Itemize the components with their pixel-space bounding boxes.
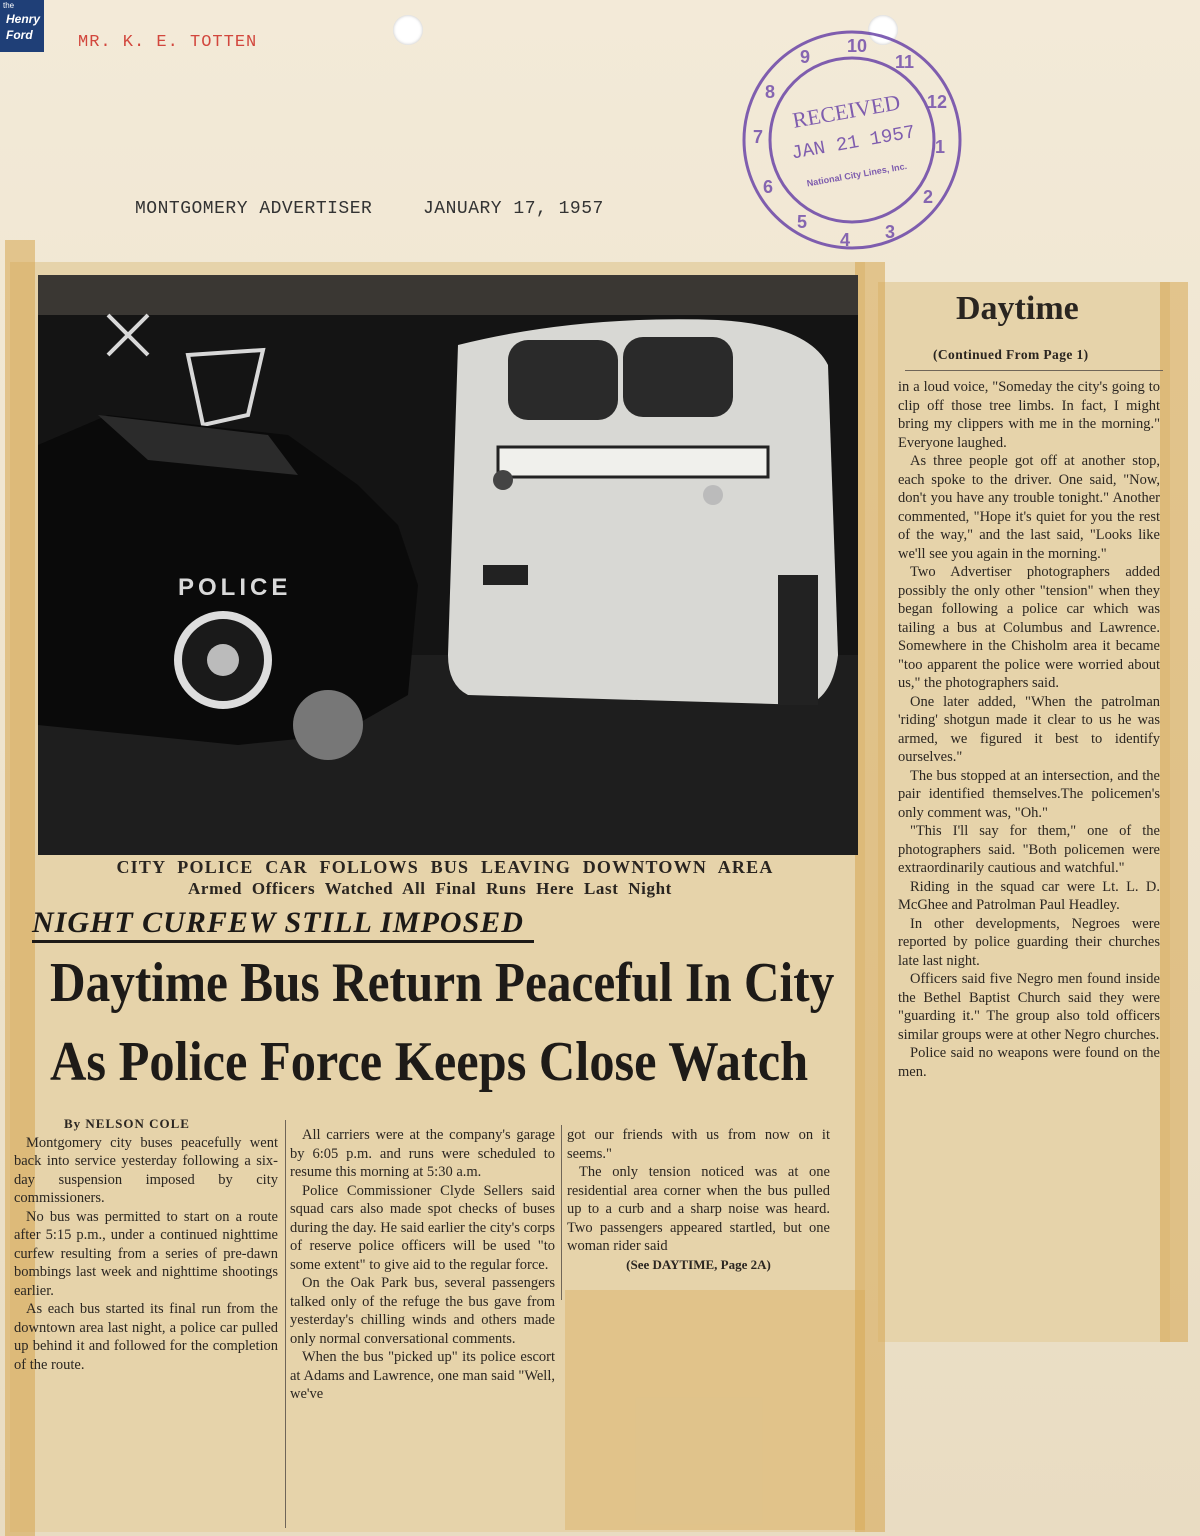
svg-text:4: 4: [840, 230, 851, 250]
continuation-sub: (Continued From Page 1): [933, 347, 1089, 362]
photo-police-label: POLICE: [178, 574, 292, 601]
article-column-1: [14, 1115, 278, 1374]
continued-jump-line: (See DAYTIME, Page 2A): [626, 1256, 771, 1272]
svg-text:6: 6: [763, 177, 774, 197]
article-paragraph: The only tension noticed was at one residential area corner when the bus pulled up to a curb and a sharp noise was heard. Two passengers appeared startled, but one woman rider said: [567, 1164, 830, 1254]
article-paragraph: Montgomery city buses peacefully went back into service yesterday following a six-day suspension imposed by city commissioners.: [14, 1134, 278, 1206]
continuation-column: [898, 378, 1160, 1081]
headline-line-1: Daytime Bus Return Peaceful In City: [50, 952, 835, 1014]
continuation-paragraph: Two Advertiser photographers added possibly the only other "tension" when they began following a police car which was tailing a bus at Columbus and Lawrence. Somewhere in the Chisholm area it became "too apparent the police were worried about us," the photographers said.: [898, 564, 1160, 691]
continuation-head: Daytime: [956, 290, 1079, 327]
stamp-received-text: RECEIVED: [790, 89, 902, 133]
continuation-paragraph: Riding in the squad car were Lt. L. D. McGhee and Patrolman Paul Headley.: [898, 878, 1160, 913]
svg-text:10: 10: [847, 36, 868, 56]
continuation-paragraph: in a loud voice, "Someday the city's going to clip off those tree limbs. In fact, I might bring my clippers with me in the morning." Everyone laughed.: [898, 379, 1160, 451]
source-publication: MONTGOMERY ADVERTISER: [135, 199, 373, 219]
svg-text:2: 2: [923, 187, 934, 207]
continuation-paragraph: "This I'll say for them," one of the photographers said. "Both policemen were extraordinarily cautious and watchful.": [898, 823, 1160, 876]
column-rule: [285, 1120, 286, 1528]
svg-text:5: 5: [797, 212, 808, 232]
article-paragraph: Police Commissioner Clyde Sellers said squad cars also made spot checks of buses during the day. He said earlier the city's corps of reserve police officers will be used "to some extent" to give aid to the regular force.: [290, 1182, 555, 1273]
head-rule: [905, 370, 1163, 371]
logo-text-henry: Henry: [6, 12, 41, 26]
article-paragraph: All carriers were at the company's garage by 6:05 p.m. and runs were scheduled to resume this morning at 5:30 a.m.: [290, 1127, 555, 1180]
article-paragraph: On the Oak Park bus, several passengers talked only of the refuge the bus gave from yesterday's chilling winds and others made only normal conversational comments.: [290, 1275, 555, 1347]
article-column-2: [290, 1126, 555, 1404]
svg-text:3: 3: [885, 222, 896, 242]
svg-text:8: 8: [765, 82, 776, 102]
stamp-date-text: JAN 21 1957: [789, 121, 917, 165]
byline: By NELSON COLE: [64, 1116, 190, 1131]
continuation-paragraph: As three people got off at another stop, each spoke to the driver. One said, "Now, don't you have any trouble tonight." Another commented, "Hope it's quiet for you the rest of the way," and the last said, "Looks like we'll see you again in the morning.": [898, 453, 1160, 562]
tape-strip: [565, 1290, 865, 1530]
continuation-paragraph: Officers said five Negro men found inside the Bethel Baptist Church said they were "guarding it." The group also told officers similar groups were at other Negro churches.: [898, 971, 1160, 1043]
photo-caption-title: CITY POLICE CAR FOLLOWS BUS LEAVING DOWNTOWN AREA: [116, 857, 774, 877]
stamp-company-text: National City Lines, Inc.: [805, 160, 908, 189]
logo-text-ford: Ford: [6, 28, 33, 42]
article-paragraph: As each bus started its final run from the downtown area last night, a police car pulled up behind it and followed for the completion of the route.: [14, 1301, 278, 1373]
tape-strip: [1160, 282, 1188, 1342]
headline-line-2: As Police Force Keeps Close Watch: [50, 1031, 809, 1093]
continuation-paragraph: In other developments, Negroes were reported by police guarding their churches late last night.: [898, 915, 1160, 969]
punch-hole: [393, 15, 423, 45]
photo-caption-subtitle: Armed Officers Watched All Final Runs Here Last Night: [188, 879, 672, 898]
received-stamp: [735, 28, 970, 253]
svg-text:7: 7: [753, 127, 764, 147]
continuation-paragraph: The bus stopped at an intersection, and the pair identified themselves.The policemen's only comment was, "Oh.": [898, 767, 1160, 821]
continuation-paragraph: One later added, "When the patrolman 'riding' shotgun made it clear to us he was armed, we figured it best to identify ourselves.": [898, 693, 1160, 765]
henry-ford-logo: [0, 0, 44, 52]
article-column-3: [567, 1126, 830, 1274]
column-rule: [561, 1125, 562, 1300]
addressee-label: MR. K. E. TOTTEN: [78, 33, 258, 52]
article-paragraph: got our friends with us from now on it seems.": [567, 1127, 830, 1162]
article-paragraph: When the bus "picked up" its police escort at Adams and Lawrence, one man said "Well, we've: [290, 1349, 555, 1402]
svg-text:9: 9: [800, 47, 811, 67]
news-photo-police-car-and-bus: [38, 275, 858, 855]
continuation-paragraph: Police said no weapons were found on the men.: [898, 1045, 1160, 1080]
article-paragraph: No bus was permitted to start on a route after 5:15 p.m., under a continued nighttime curfew resulting from a series of pre-dawn bombings last week and nighttime shootings earlier.: [14, 1208, 278, 1299]
svg-text:12: 12: [927, 92, 948, 112]
article-kicker: NIGHT CURFEW STILL IMPOSED: [32, 906, 534, 943]
svg-text:1: 1: [935, 137, 946, 157]
svg-text:11: 11: [895, 52, 915, 72]
source-date: JANUARY 17, 1957: [423, 199, 604, 219]
logo-text-the: the: [3, 1, 15, 10]
